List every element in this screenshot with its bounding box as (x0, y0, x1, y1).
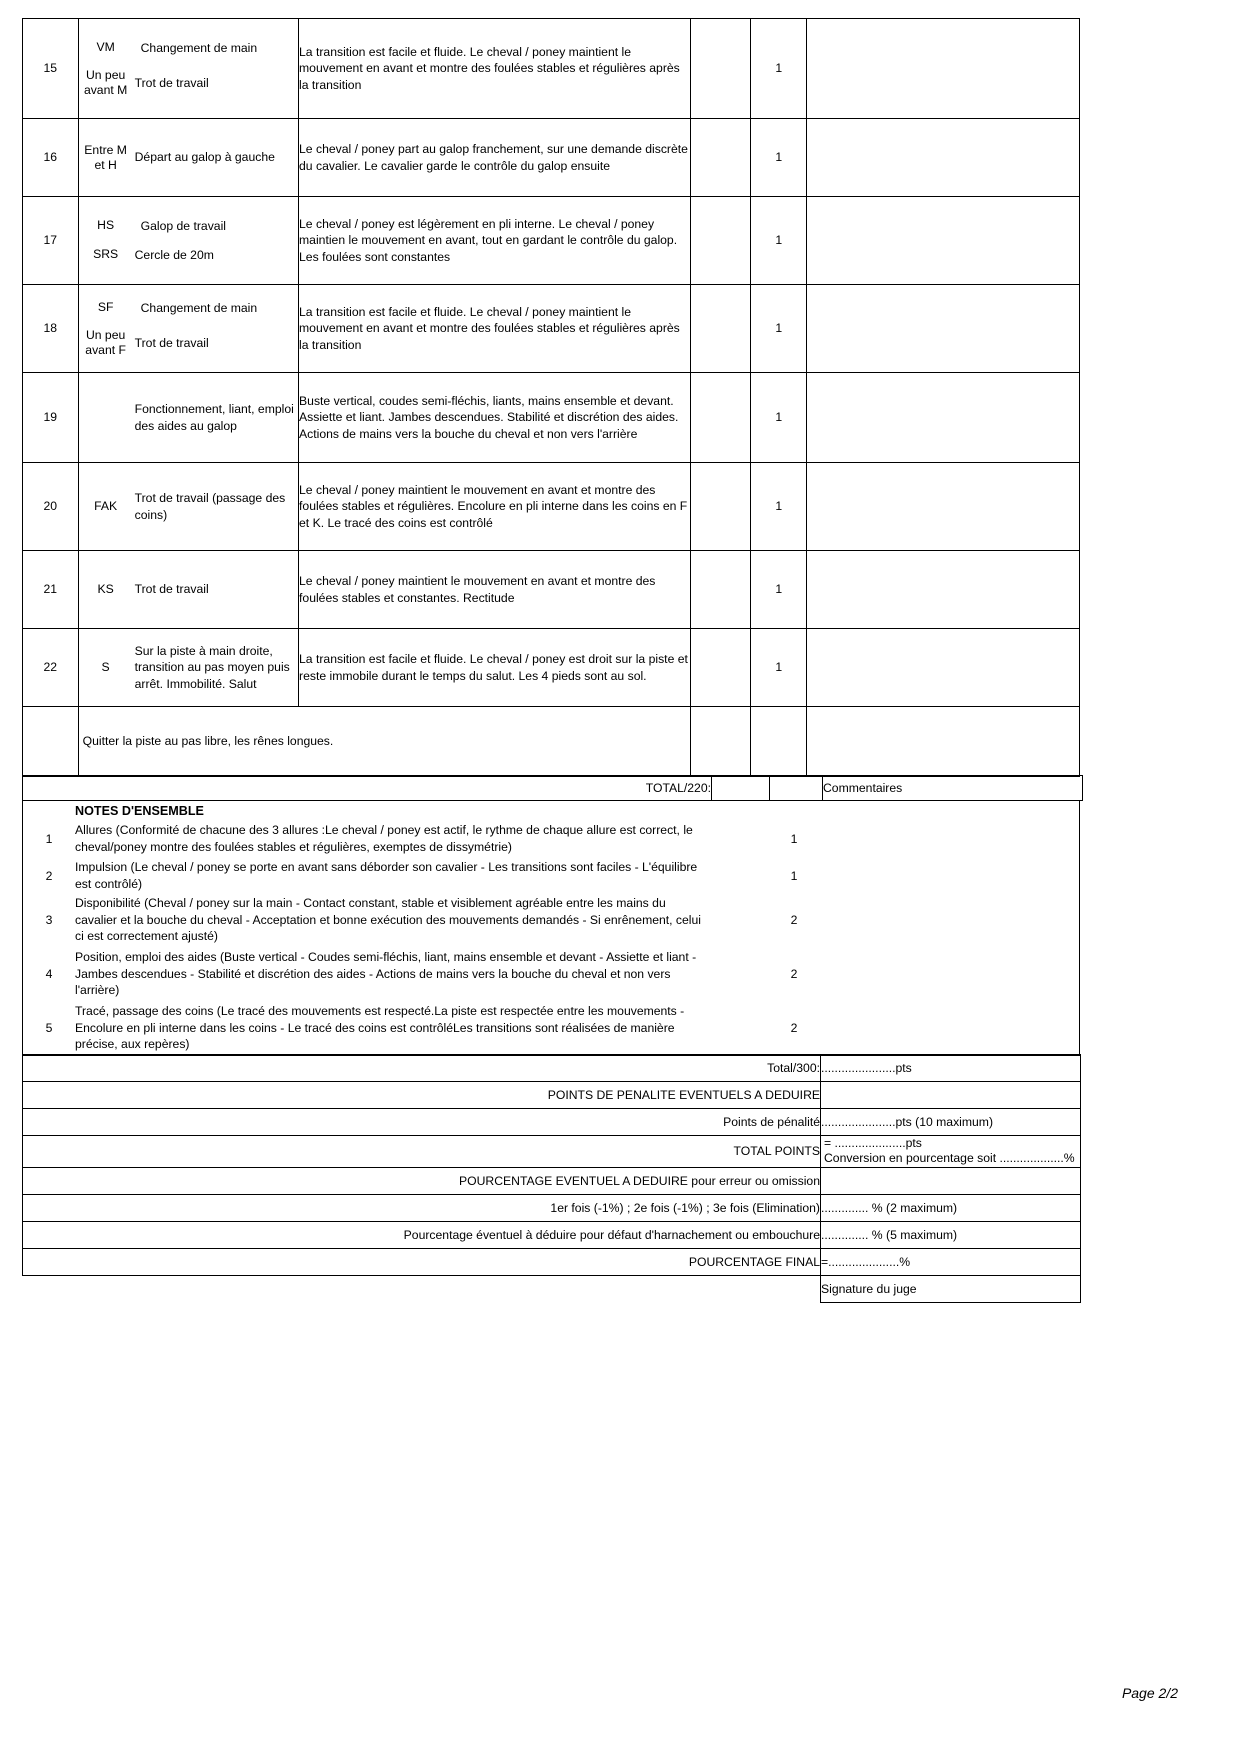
error-row (23, 1194, 1081, 1221)
coefficient-cell: 1 (751, 285, 807, 373)
coefficient-cell: 1 (751, 629, 807, 707)
overall-note-text: Tracé, passage des coins (Le tracé des mouvements est respecté.La piste est respectée entre les mouvements - Encolure en pli interne dans les coins - Le tracé des coins est contrôléLes transitions sont réalisées de manière précise, aux repères) (75, 1004, 685, 1051)
movement-secondary-label: Changement de main (140, 40, 258, 55)
penalty-header: POINTS DE PENALITE EVENTUELS A DEDUIRE (23, 1082, 821, 1109)
comment-cell[interactable] (807, 551, 1080, 629)
comment-cell[interactable] (807, 119, 1080, 197)
table-row (23, 629, 1080, 707)
signature-spacer (23, 1275, 821, 1302)
signature-row (23, 1275, 1081, 1302)
total-300-row (23, 1055, 1081, 1082)
overall-note-coefficient: 1 (790, 831, 798, 846)
movement-criteria: Le cheval / poney est légèrement en pli interne. Le cheval / poney maintien le mouvement en avant, tout en gardant le contrôle du galop. Les foulées sont constantes (299, 197, 691, 285)
table-row (23, 285, 1080, 373)
penalty-label: Points de pénalité (23, 1109, 821, 1136)
score-input-cell[interactable] (690, 629, 751, 707)
coefficient-cell: 1 (751, 197, 807, 285)
overall-note-text: Allures (Conformité de chacune des 3 allures :Le cheval / poney est actif, le rythme de chaque allure est correct, le cheval/poney montre des foulées stables et régulières, exemptes de dissymétrie) (75, 823, 693, 854)
penalty-header-row (23, 1082, 1081, 1109)
score-input-cell[interactable] (690, 197, 751, 285)
movement-cell (78, 373, 298, 463)
total-220-note-cell[interactable] (712, 776, 770, 801)
overall-note-index: 1 (45, 831, 53, 846)
movement-secondary-marker: VM (96, 39, 115, 54)
movement-secondary-label: Galop de travail (140, 219, 226, 234)
movement-marker: S (101, 660, 110, 675)
overall-note-coefficient: 1 (790, 868, 798, 883)
harness-row (23, 1221, 1081, 1248)
error-label: 1er fois (-1%) ; 2e fois (-1%) ; 3e fois (Elimination) (23, 1194, 821, 1221)
harness-label: Pourcentage éventuel à déduire pour défaut d'harnachement ou embouchure (23, 1221, 821, 1248)
total-points-cell (821, 1136, 1081, 1168)
movement-number: 17 (23, 197, 79, 285)
movement-main-line (79, 581, 298, 597)
overall-note-row (23, 947, 1079, 1001)
pct-deduct-blank (821, 1167, 1081, 1194)
coefficient-cell: 1 (751, 119, 807, 197)
movement-cell (78, 551, 298, 629)
signature-label: Signature du juge (821, 1281, 917, 1296)
movement-secondary-line (79, 300, 298, 316)
movement-main-line (79, 68, 298, 97)
movement-cell (78, 629, 298, 707)
final-pct-label: POURCENTAGE FINAL (23, 1248, 821, 1275)
overall-note-row (23, 859, 1079, 893)
comment-cell[interactable] (807, 197, 1080, 285)
summary-table (22, 1054, 1081, 1303)
notes-ensemble-table (22, 800, 1080, 1056)
penalty-header-blank (821, 1082, 1081, 1109)
score-input-cell[interactable] (690, 373, 751, 463)
movement-number: 16 (23, 119, 79, 197)
table-row (23, 373, 1080, 463)
exit-row-coef (751, 707, 807, 777)
total-220-table (22, 775, 1083, 801)
movement-label: Départ au galop à gauche (134, 150, 275, 165)
table-row (23, 197, 1080, 285)
exit-arena-text: Quitter la piste au pas libre, les rênes longues. (78, 707, 690, 777)
movement-marker: Un peu avant M (83, 67, 128, 97)
movement-label: Trot de travail (134, 582, 209, 597)
movement-secondary-label: Changement de main (140, 300, 258, 315)
movement-criteria: Buste vertical, coudes semi-fléchis, liants, mains ensemble et devant. Assiette et liant. Jambes descendues. Stabilité et discrétion des aides. Actions de mains vers la bouche du cheval et non vers l'arrière (299, 373, 691, 463)
notes-ensemble-block (23, 800, 1080, 1055)
movement-secondary-line (79, 40, 298, 56)
comment-cell[interactable] (807, 373, 1080, 463)
total-220-row (23, 776, 1083, 801)
final-pct-row (23, 1248, 1081, 1275)
coefficient-cell: 1 (751, 463, 807, 551)
movement-main-line (79, 143, 298, 172)
movements-table (22, 18, 1080, 777)
overall-note-index: 3 (45, 912, 53, 927)
movement-number: 21 (23, 551, 79, 629)
movement-criteria: Le cheval / poney maintient le mouvement en avant et montre des foulées stables et régulières. Encolure en pli interne dans les coins en F et K. Le tracé des coins est contrôlé (299, 463, 691, 551)
movement-label: Trot de travail (134, 335, 209, 350)
overall-note-index: 5 (45, 1020, 53, 1035)
movement-label: Cercle de 20m (134, 247, 214, 262)
overall-note-coefficient: 2 (790, 966, 798, 981)
overall-note-row (23, 893, 1079, 947)
movement-label: Fonctionnement, liant, emploi des aides au galop (134, 402, 294, 433)
harness-value[interactable]: .............. % (5 maximum) (821, 1221, 1081, 1248)
overall-note-text: Impulsion (Le cheval / poney se porte en avant sans déborder son cavalier - Les transitions sont faciles - L'équilibre est contrôlé) (75, 860, 698, 891)
movement-main-line (79, 490, 298, 522)
exit-row-comment[interactable] (807, 707, 1080, 777)
overall-note-row (23, 819, 1079, 859)
page-footer: Page 2/2 (1121, 1685, 1178, 1701)
movement-number: 18 (23, 285, 79, 373)
movement-marker: FAK (94, 499, 118, 514)
table-row (23, 551, 1080, 629)
movement-secondary-marker: HS (97, 218, 115, 233)
score-input-cell[interactable] (690, 19, 751, 119)
overall-note-index: 2 (45, 868, 53, 883)
movement-criteria: Le cheval / poney part au galop franchement, sur une demande discrète du cavalier. Le cavalier garde le contrôle du galop ensuite (299, 119, 691, 197)
comment-cell[interactable] (807, 285, 1080, 373)
table-row (23, 19, 1080, 119)
penalty-value[interactable]: ......................pts (10 maximum) (821, 1109, 1081, 1136)
movement-main-line (79, 247, 298, 263)
overall-note-coefficient: 2 (790, 912, 798, 927)
movement-number: 15 (23, 19, 79, 119)
movement-main-line (79, 401, 298, 433)
coefficient-cell: 1 (751, 373, 807, 463)
overall-note-index: 4 (45, 966, 53, 981)
exit-arena-row (23, 707, 1080, 777)
notes-ensemble-title: NOTES D'ENSEMBLE (75, 803, 204, 818)
pct-deduct-header-row (23, 1167, 1081, 1194)
movement-number: 20 (23, 463, 79, 551)
coefficient-cell: 1 (751, 551, 807, 629)
movement-main-line (79, 328, 298, 357)
total-points-row (23, 1136, 1081, 1168)
comment-cell[interactable] (807, 463, 1080, 551)
movement-criteria: La transition est facile et fluide. Le cheval / poney est droit sur la piste et reste immobile durant le temps du salut. Les 4 pieds sont au sol. (299, 629, 691, 707)
total-points-value[interactable]: = .....................pts (824, 1136, 922, 1151)
coefficient-cell: 1 (751, 19, 807, 119)
movement-cell (78, 463, 298, 551)
penalty-points-row (23, 1109, 1081, 1136)
error-value[interactable]: .............. % (2 maximum) (821, 1194, 1081, 1221)
table-row (23, 463, 1080, 551)
movement-cell (78, 285, 298, 373)
movement-cell (78, 119, 298, 197)
overall-note-text: Disponibilité (Cheval / poney sur la main - Contact constant, stable et visiblement agréable entre les mains du cavalier et la bouche du cheval - Acceptation et bonne exécution des mouvements demandés - Si enrênement, celui ci est correctement ajusté) (75, 896, 702, 943)
movement-cell (78, 19, 298, 119)
total-220-label: TOTAL/220: (23, 776, 712, 801)
table-row (23, 119, 1080, 197)
overall-note-coefficient: 2 (790, 1020, 798, 1035)
pct-deduct-header: POURCENTAGE EVENTUEL A DEDUIRE pour erreur ou omission (23, 1167, 821, 1194)
movement-main-line (79, 643, 298, 691)
movement-criteria: Le cheval / poney maintient le mouvement en avant et montre des foulées stables et constantes. Rectitude (299, 551, 691, 629)
movement-label: Trot de travail (passage des coins) (134, 491, 286, 522)
movement-number: 19 (23, 373, 79, 463)
movement-secondary-marker: SF (97, 299, 114, 314)
movement-marker: Entre M et H (84, 142, 127, 172)
score-input-cell[interactable] (690, 285, 751, 373)
movement-number: 22 (23, 629, 79, 707)
signature-cell[interactable] (821, 1275, 1081, 1302)
total-300-label: Total/300: (23, 1055, 821, 1082)
score-input-cell[interactable] (690, 119, 751, 197)
total-points-label: TOTAL POINTS (23, 1136, 821, 1168)
movement-marker: Un peu avant F (85, 327, 126, 357)
score-input-cell[interactable] (690, 551, 751, 629)
total-220-coef-cell (770, 776, 823, 801)
movement-marker: KS (97, 582, 114, 597)
overall-note-row (23, 1001, 1079, 1055)
movement-secondary-line (79, 218, 298, 234)
exit-row-note[interactable] (690, 707, 751, 777)
total-300-value[interactable]: ......................pts (821, 1055, 1081, 1082)
final-pct-value[interactable]: =.....................% (821, 1248, 1081, 1275)
score-input-cell[interactable] (690, 463, 751, 551)
movement-label: Sur la piste à main droite, transition au pas moyen puis arrêt. Immobilité. Salut (134, 644, 290, 691)
movement-label: Trot de travail (134, 75, 209, 90)
exit-row-number (23, 707, 79, 777)
movement-criteria: La transition est facile et fluide. Le cheval / poney maintient le mouvement en avant et montre des foulées stables et régulières après la transition (299, 19, 691, 119)
commentaires-label: Commentaires (823, 776, 1083, 801)
overall-note-text: Position, emploi des aides (Buste vertical - Coudes semi-fléchis, liant, mains ensemble et devant - Assiette et liant - Jambes descendues - Stabilité et discrétion des aides - Actions de mains vers la bouche du cheval et non vers l'arrière) (75, 950, 697, 997)
comment-cell[interactable] (807, 19, 1080, 119)
movement-marker: SRS (93, 247, 119, 262)
comment-cell[interactable] (807, 629, 1080, 707)
conversion-label[interactable]: Conversion en pourcentage soit ...................% (824, 1151, 1075, 1166)
movement-cell (78, 197, 298, 285)
movement-criteria: La transition est facile et fluide. Le cheval / poney maintient le mouvement en avant et montre des foulées stables et régulières après la transition (299, 285, 691, 373)
